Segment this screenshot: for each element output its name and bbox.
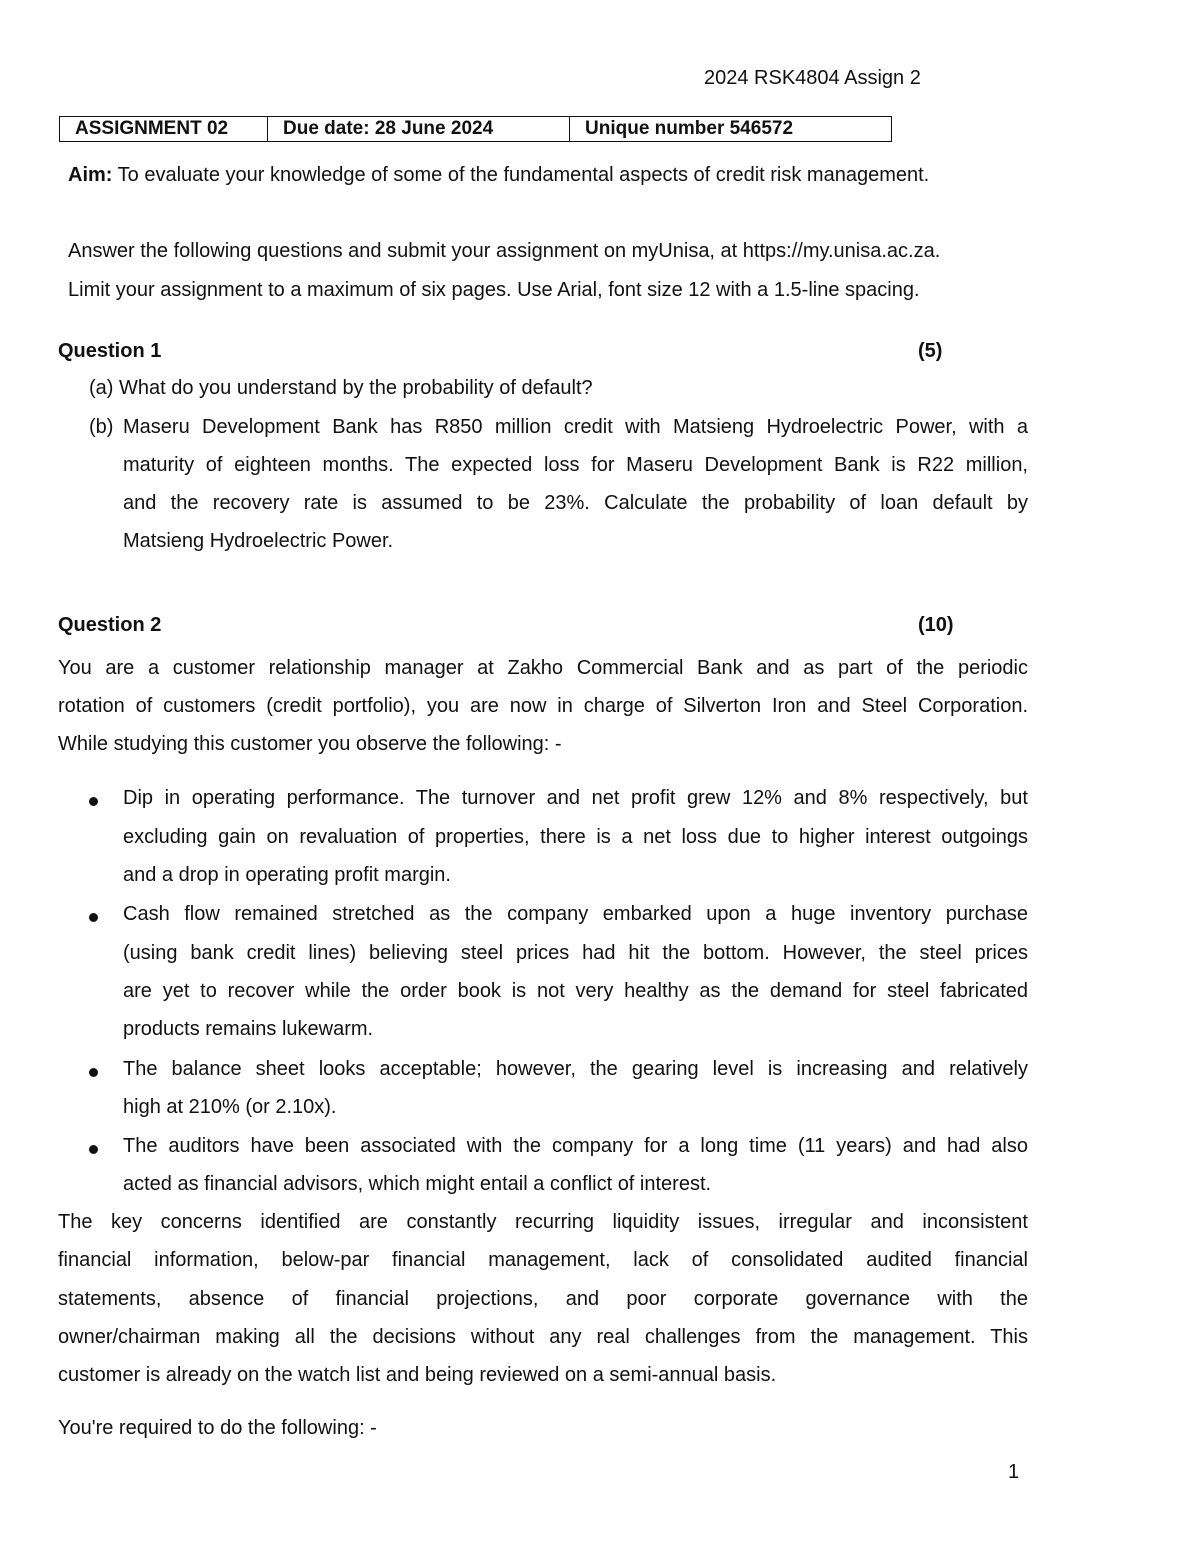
question-1-part-a: (a) What do you understand by the probability of default? [89, 377, 593, 399]
bullet-dot-icon [89, 1068, 98, 1077]
bullet-1-line: Dip in operating performance. The turnover and net profit grew 12% and 8% respectively, but [123, 787, 1028, 809]
bullet-dot-icon [89, 913, 98, 922]
bullet-4-line: acted as financial advisors, which might entail a conflict of interest. [123, 1173, 712, 1195]
question-1-part-b-label: (b) [89, 416, 114, 438]
page-number: 1 [1008, 1461, 1020, 1483]
bullet-3-line: high at 210% (or 2.10x). [123, 1096, 337, 1118]
question-2-intro-line: You are a customer relationship manager at Zakho Commercial Bank and as part of the periodic [58, 657, 1028, 679]
assignment-number-cell: ASSIGNMENT 02 [60, 117, 268, 142]
bullet-3-line: The balance sheet looks acceptable; however, the gearing level is increasing and relatively [123, 1058, 1028, 1080]
unique-number-cell: Unique number 546572 [570, 117, 892, 142]
concerns-line: customer is already on the watch list and being reviewed on a semi-annual basis. [58, 1364, 777, 1386]
bullet-2-line: (using bank credit lines) believing steel prices had hit the bottom. However, the steel prices [123, 942, 1028, 964]
bullet-1-line: excluding gain on revaluation of properties, there is a net loss due to higher interest outgoings [123, 826, 1028, 848]
question-2-intro-line: While studying this customer you observe the following: - [58, 733, 562, 755]
document-header-title: 2024 RSK4804 Assign 2 [704, 67, 921, 89]
bullet-2-line: products remains lukewarm. [123, 1018, 374, 1040]
concerns-line: The key concerns identified are constantly recurring liquidity issues, irregular and inconsistent [58, 1211, 1028, 1233]
aim-text: To evaluate your knowledge of some of the fundamental aspects of credit risk management. [112, 164, 930, 186]
concerns-line: owner/chairman making all the decisions without any real challenges from the management. This [58, 1326, 1028, 1348]
concerns-line: financial information, below-par financial management, lack of consolidated audited financial [58, 1249, 1028, 1271]
assignment-info-table [59, 116, 892, 142]
question-1-part-b-line: and the recovery rate is assumed to be 23%. Calculate the probability of loan default by [123, 492, 1028, 514]
bullet-2-line: Cash flow remained stretched as the company embarked upon a huge inventory purchase [123, 903, 1028, 925]
bullet-1-line: and a drop in operating profit margin. [123, 864, 451, 886]
bullet-2-line: are yet to recover while the order book is not very healthy as the demand for steel fabricated [123, 980, 1028, 1002]
instructions-line-2: Limit your assignment to a maximum of six pages. Use Arial, font size 12 with a 1.5-line spacing. [68, 279, 920, 301]
question-1-part-b-line: Maseru Development Bank has R850 million credit with Matsieng Hydroelectric Power, with a [123, 416, 1028, 438]
concerns-line: statements, absence of financial projections, and poor corporate governance with the [58, 1288, 1028, 1310]
assignment-info-row [60, 117, 892, 142]
aim-paragraph [68, 164, 929, 187]
aim-label: Aim: [68, 164, 113, 186]
instructions-line-1: Answer the following questions and submit your assignment on myUnisa, at https://my.unisa.ac.za. [68, 240, 941, 262]
bullet-4-line: The auditors have been associated with the company for a long time (11 years) and had also [123, 1135, 1028, 1157]
question-1-title: Question 1 [58, 340, 162, 362]
bullet-dot-icon [89, 797, 98, 806]
due-date-cell: Due date: 28 June 2024 [268, 117, 570, 142]
question-2-intro-line: rotation of customers (credit portfolio), you are now in charge of Silverton Iron and Steel Corporation. [58, 695, 1028, 717]
question-1-marks: (5) [918, 340, 943, 362]
required-tasks-intro: You're required to do the following: - [58, 1417, 377, 1439]
question-1-part-b-line: maturity of eighteen months. The expected loss for Maseru Development Bank is R22 million, [123, 454, 1028, 476]
question-1-part-b-line: Matsieng Hydroelectric Power. [123, 530, 394, 552]
question-2-title: Question 2 [58, 614, 162, 636]
bullet-dot-icon [89, 1145, 98, 1154]
question-2-marks: (10) [918, 614, 954, 636]
